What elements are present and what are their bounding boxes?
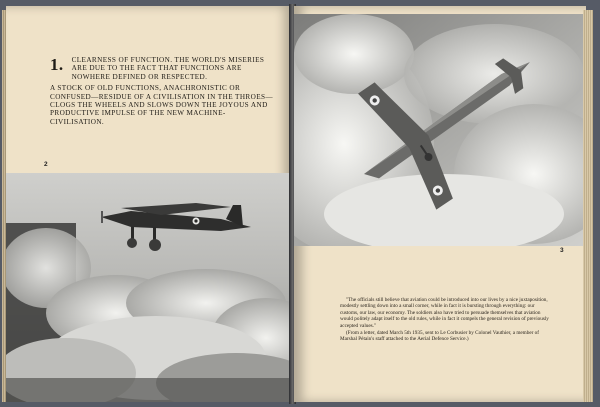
page-edges-right	[583, 10, 593, 402]
quote-source: (From a letter, dated March 5th 1935, sent to Le Corbusier by Colonel Vauthier, a member of Marshal Pétain's staff attached to the Aerial Defence Service.)	[340, 330, 539, 343]
page-number-left: 2	[44, 161, 48, 168]
quote-text: "The officials still believe that aviation could be introduced into our lives by a nice juxtaposition, modestly settling down into a small corner, while in fact it is bursting through everything: our customs, our law, our economy. The soldiers also have tried to persuade themselves that aviation would politely adapt itself to the old rules, while in fact it compels the general revision of previously accepted values."	[340, 297, 549, 329]
page-number-right: 3	[560, 247, 564, 254]
left-page	[6, 6, 292, 402]
aircraft-photo-right	[294, 14, 586, 246]
right-page	[294, 6, 586, 402]
quote-block	[340, 297, 550, 343]
left-page-text	[50, 56, 278, 129]
paragraph-1: CLEARNESS OF FUNCTION. THE WORLD'S MISERIES ARE DUE TO THE FACT THAT FUNCTIONS ARE NOWHERE DEFINED OR RESPECTED.	[71, 56, 265, 81]
section-number: 1.	[50, 55, 64, 74]
aircraft-photo-left	[6, 173, 292, 402]
paragraph-2: A STOCK OF OLD FUNCTIONS, ANACHRONISTIC OR CONFUSED—RESIDUE OF A CIVILISATION IN THE THROES—CLOGS THE WHEELS AND SLOWS DOWN THE JOYOUS AND PRODUCTIVE IMPULSE OF THE NEW MACHINE-CIVILISATION.	[50, 84, 273, 126]
